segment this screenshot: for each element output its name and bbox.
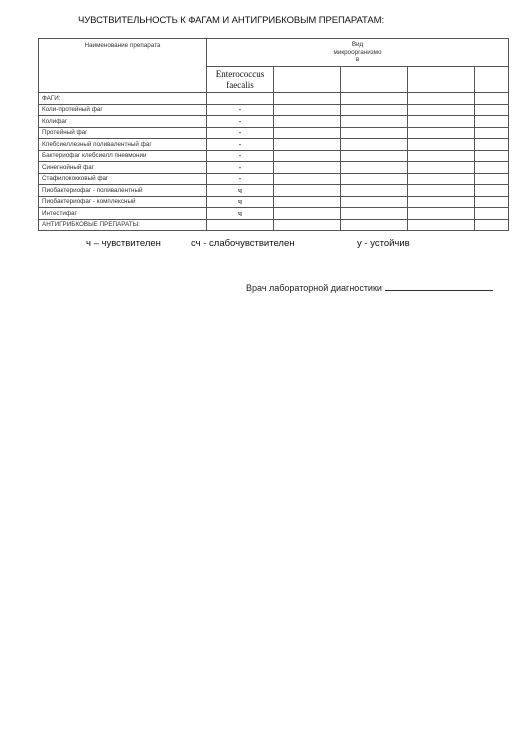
phage-name: Клебсиеллезный поливалентный фаг [39,139,207,151]
organism-line-2: faecalis [226,79,254,90]
phage-name: Синегнойный фаг [39,162,207,174]
section-label-phages: ФАГИ: [39,93,207,105]
table-row [39,116,509,128]
section-label-antifungal: АНТИГРИБКОВЫЕ ПРЕПАРАТЫ: [39,219,207,231]
phage-result: - [207,150,274,162]
phage-name: Пиобактериофаг - поливалентный [39,185,207,197]
table-header-row [39,39,509,67]
sensitivity-table [38,38,509,231]
signature-label: Врач лабораторной диагностики [246,283,382,293]
header-vid-line: Вид [351,41,364,48]
organism-empty-cell [341,67,408,93]
table-row [39,185,509,197]
legend-resistant: у - устойчив [357,238,410,249]
header-micro-line-1: микроорганизмо [333,48,382,56]
column-header-organism-type [207,39,509,67]
header-micro-line-2: в [355,56,360,63]
phage-name: Протейный фаг [39,127,207,139]
table-row [39,127,509,139]
table-row [39,208,509,220]
phage-result: - [207,173,274,185]
organism-empty-cell [274,67,341,93]
table-row [39,173,509,185]
phage-result: - [207,116,274,128]
legend-weak: сч - слабочувствителен [191,238,295,249]
phage-name: Стафилококковый фаг [39,173,207,185]
table-row [39,104,509,116]
phage-result: ч [207,185,274,197]
section-row-antifungal [39,219,509,231]
document-title: ЧУВСТВИТЕЛЬНОСТЬ К ФАГАМ И АНТИГРИБКОВЫМ ПРЕПАРАТАМ: [78,15,384,26]
phage-result: - [207,104,274,116]
organism-line-1: Enterococcus [215,68,265,79]
legend-sensitive: ч – чувствителен [86,238,161,249]
phage-result: - [207,162,274,174]
section-row-phages [39,93,509,105]
phage-name: Бактериофаг клебсиелл пневмонии [39,150,207,162]
table-row [39,162,509,174]
phage-name: Интестифаг [39,208,207,220]
phage-result: - [207,139,274,151]
signature-line [385,290,493,291]
column-header-drug-name: Наименование препарата [39,39,207,93]
phage-name: Колифаг [39,116,207,128]
organism-empty-cell [408,67,475,93]
table-row [39,150,509,162]
phage-name: Пиобактериофаг - комплексный [39,196,207,208]
organism-name-cell [207,67,274,93]
table-row [39,139,509,151]
organism-empty-cell [475,67,509,93]
phage-result: - [207,127,274,139]
phage-result: ч [207,196,274,208]
table-row [39,196,509,208]
phage-name: Коли-протейный фаг [39,104,207,116]
phage-result: ч [207,208,274,220]
signature-block [246,283,493,293]
